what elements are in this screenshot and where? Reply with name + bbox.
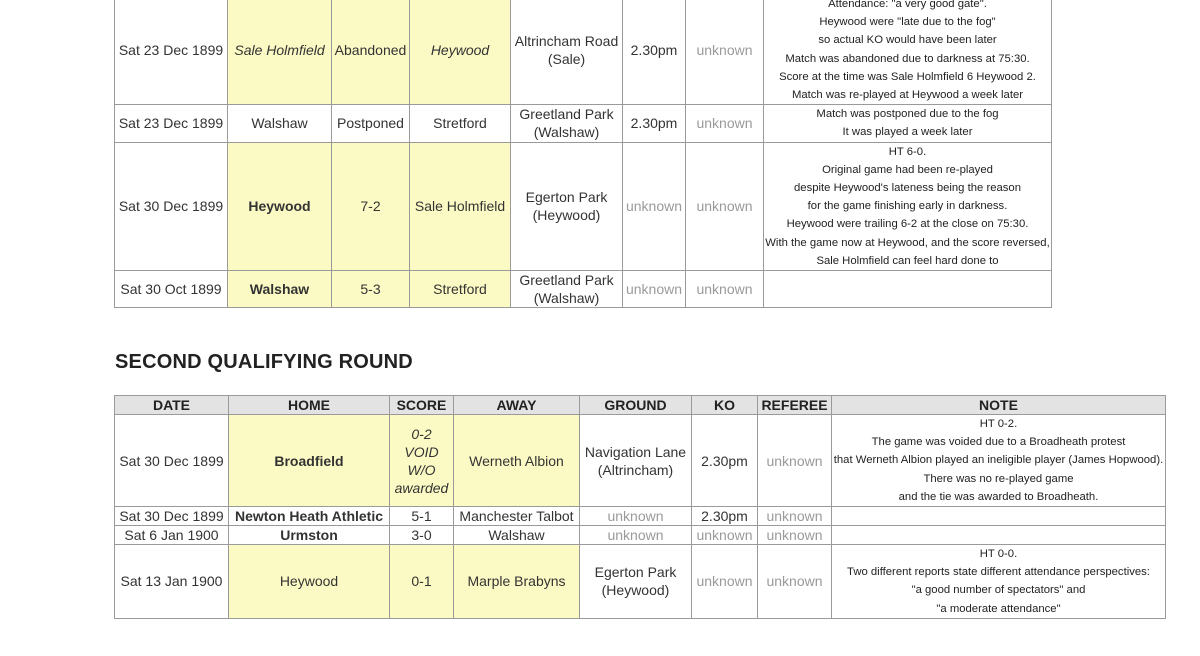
referee: unknown (758, 507, 832, 526)
match-note (832, 507, 1166, 526)
match-ground (511, 105, 623, 142)
match-note (764, 105, 1052, 142)
match-date: Sat 23 Dec 1899 (115, 0, 228, 105)
match-score (390, 415, 454, 507)
home-team: Urmston (229, 526, 390, 545)
away-team: Walshaw (454, 526, 580, 545)
kick-off-time: 2.30pm (623, 0, 686, 105)
ground-name: Greetland Park (519, 106, 614, 123)
referee: unknown (758, 415, 832, 507)
table-row (115, 105, 1052, 142)
away-team: Marple Brabyns (454, 545, 580, 619)
column-header-ko: KO (692, 396, 758, 415)
table-row (115, 545, 1166, 619)
match-note (764, 0, 1052, 105)
table-row (115, 0, 1052, 105)
match-date: Sat 30 Dec 1899 (115, 415, 229, 507)
column-header-home: HOME (229, 396, 390, 415)
match-ground (511, 0, 623, 105)
match-score: 5-3 (332, 271, 410, 308)
match-score: 0-1 (390, 545, 454, 619)
column-header-referee: REFEREE (758, 396, 832, 415)
kick-off-time: unknown (623, 271, 686, 308)
away-team: Manchester Talbot (454, 507, 580, 526)
match-ground (511, 271, 623, 308)
note-line: Original game had been re-played (822, 163, 993, 176)
ground-location: (Altrincham) (597, 461, 674, 478)
note-line: for the game finishing early in darkness. (807, 200, 1008, 213)
referee: unknown (758, 526, 832, 545)
away-team: Stretford (410, 105, 511, 142)
column-header-date: DATE (115, 396, 229, 415)
note-line: Match was re-played at Heywood a week later (791, 89, 1024, 102)
note-line: With the game now at Heywood, and the score reversed, (765, 236, 1050, 249)
note-line: HT 6-0. (888, 145, 927, 158)
note-line: "a good number of spectators" and (911, 584, 1086, 597)
note-line: "a moderate attendance" (936, 602, 1061, 615)
match-date: Sat 30 Oct 1899 (115, 271, 228, 308)
note-line: and the tie was awarded to Broadheath. (898, 490, 1099, 503)
referee: unknown (758, 545, 832, 619)
match-score: Postponed (332, 105, 410, 142)
score-line: 0-2 (411, 425, 432, 442)
column-header-ground: GROUND (580, 396, 692, 415)
kick-off-time: unknown (692, 526, 758, 545)
ground-name: Egerton Park (594, 564, 677, 581)
ground-location: (Walshaw) (533, 290, 600, 307)
kick-off-time: unknown (623, 142, 686, 270)
home-team: Walshaw (228, 271, 332, 308)
ground-location: (Heywood) (532, 207, 601, 224)
home-team: Walshaw (228, 105, 332, 142)
match-score: 3-0 (390, 526, 454, 545)
kick-off-time: 2.30pm (692, 415, 758, 507)
kick-off-time: 2.30pm (623, 105, 686, 142)
away-team: Stretford (410, 271, 511, 308)
match-date: Sat 30 Dec 1899 (115, 142, 228, 270)
note-line: Heywood were trailing 6-2 at the close on 75:30. (786, 218, 1029, 231)
table-row (115, 271, 1052, 308)
home-team: Sale Holmfield (228, 0, 332, 105)
note-line: Heywood were "late due to the fog" (819, 16, 996, 29)
note-line: The game was voided due to a Broadheath protest (871, 436, 1126, 449)
match-note (764, 142, 1052, 270)
match-note (832, 545, 1166, 619)
match-score: Abandoned (332, 0, 410, 105)
table-row (115, 142, 1052, 270)
note-line: Score at the time was Sale Holmfield 6 Heywood 2. (779, 70, 1036, 83)
kick-off-time: 2.30pm (692, 507, 758, 526)
ground-name: Greetland Park (519, 272, 614, 289)
note-line: Sale Holmfield can feel hard done to (816, 254, 999, 267)
match-ground (580, 415, 692, 507)
note-line: There was no re-played game (923, 472, 1074, 485)
note-line: so actual KO would have been later (818, 34, 997, 47)
kick-off-time: unknown (692, 545, 758, 619)
first-qualifying-results-table (114, 0, 1052, 308)
score-line: awarded (394, 479, 449, 496)
column-header-score: SCORE (390, 396, 454, 415)
ground-name: Navigation Lane (584, 443, 687, 460)
table-row (115, 507, 1166, 526)
note-line: despite Heywood's lateness being the reason (794, 182, 1021, 195)
ground-location: (Walshaw) (533, 124, 600, 141)
column-header-note: NOTE (832, 396, 1166, 415)
note-line: Two different reports state different attendance perspectives: (847, 566, 1150, 579)
match-date: Sat 23 Dec 1899 (115, 105, 228, 142)
ground-location: (Heywood) (601, 582, 670, 599)
match-note (832, 415, 1166, 507)
match-ground (511, 142, 623, 270)
home-team: Broadfield (229, 415, 390, 507)
away-team: Heywood (410, 0, 511, 105)
note-line: It was played a week later (842, 126, 973, 139)
away-team: Sale Holmfield (410, 142, 511, 270)
match-ground: unknown (580, 526, 692, 545)
note-line: Match was postponed due to the fog (816, 108, 999, 121)
referee: unknown (686, 105, 764, 142)
match-date: Sat 6 Jan 1900 (115, 526, 229, 545)
table-row (115, 526, 1166, 545)
ground-name: Egerton Park (525, 189, 608, 206)
away-team: Werneth Albion (454, 415, 580, 507)
note-line: that Werneth Albion played an ineligible player (James Hopwood). (833, 454, 1164, 467)
match-note (764, 271, 1052, 308)
match-score: 5-1 (390, 507, 454, 526)
referee: unknown (686, 271, 764, 308)
column-header-away: AWAY (454, 396, 580, 415)
second-qualifying-results-table (114, 395, 1166, 619)
referee: unknown (686, 0, 764, 105)
ground-location: (Sale) (547, 50, 586, 67)
note-line: Attendance: "a very good gate". (828, 0, 987, 10)
note-line: HT 0-0. (979, 548, 1018, 561)
referee: unknown (686, 142, 764, 270)
note-line: HT 0-2. (979, 418, 1018, 430)
home-team: Newton Heath Athletic (229, 507, 390, 526)
section-title: SECOND QUALIFYING ROUND (115, 351, 413, 373)
match-ground (580, 545, 692, 619)
match-ground: unknown (580, 507, 692, 526)
ground-name: Altrincham Road (514, 32, 619, 49)
match-date: Sat 13 Jan 1900 (115, 545, 229, 619)
table-header-row (115, 396, 1166, 415)
score-line: VOID (404, 443, 439, 460)
match-date: Sat 30 Dec 1899 (115, 507, 229, 526)
note-line: Match was abandoned due to darkness at 75:30. (785, 52, 1030, 65)
home-team: Heywood (228, 142, 332, 270)
match-note (832, 526, 1166, 545)
score-line: W/O (407, 461, 436, 478)
table-row (115, 415, 1166, 507)
home-team: Heywood (229, 545, 390, 619)
match-score: 7-2 (332, 142, 410, 270)
